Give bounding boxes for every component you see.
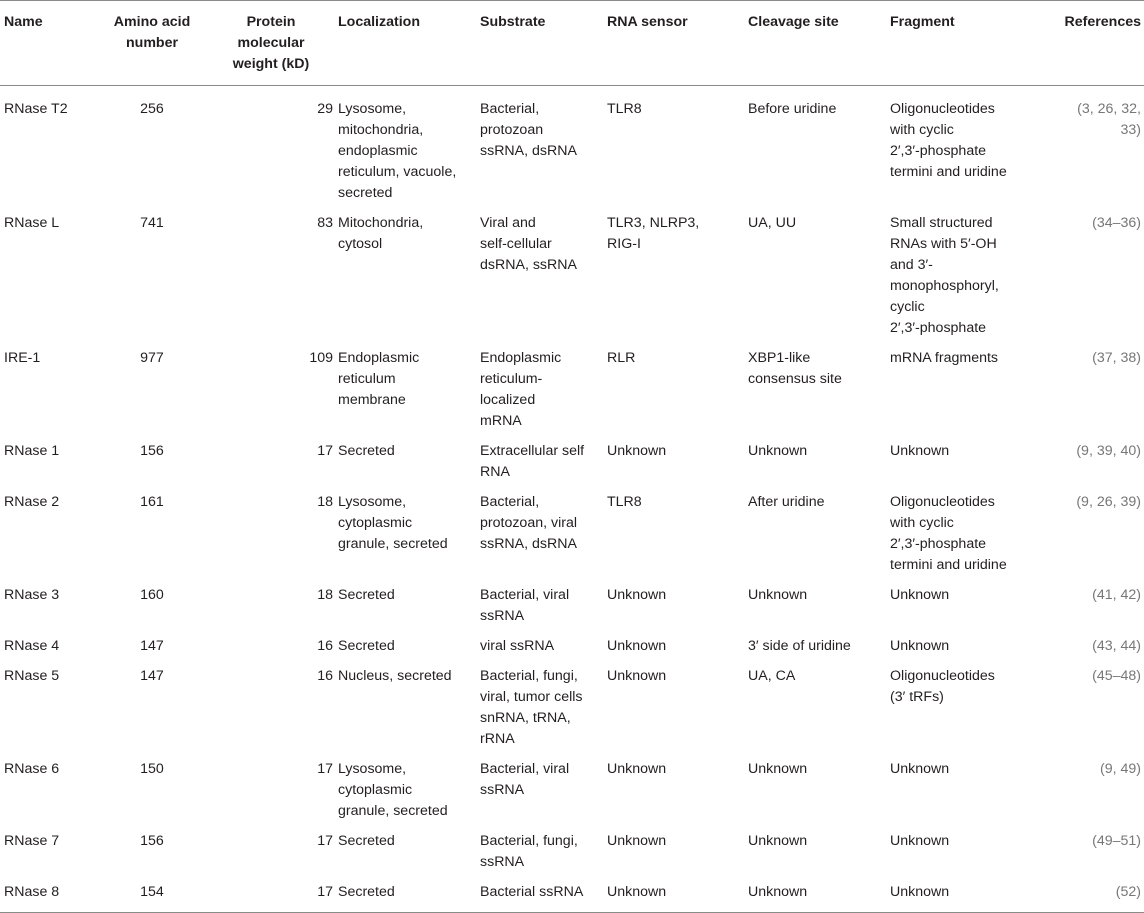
cell-sensor (607, 213, 748, 348)
cell-line: (37, 38) (1092, 350, 1141, 366)
table-row (0, 759, 1144, 831)
cell-line: 977 (140, 350, 164, 366)
cell-amino (100, 759, 204, 831)
cell-line: Unknown (748, 587, 808, 603)
cell-sub (480, 585, 607, 636)
column-header-line: Cleavage site (748, 14, 839, 30)
cell-sub (480, 759, 607, 831)
cell-line: 2′,3′-phosphate (890, 143, 987, 159)
cell-line: Secreted (338, 833, 395, 849)
cell-sensor (607, 666, 748, 759)
cell-loc (338, 86, 480, 214)
cell-amino (100, 492, 204, 585)
cell-line: Viral and (480, 215, 536, 231)
cell-frag (890, 492, 1022, 585)
cell-line: Unknown (890, 833, 950, 849)
column-header-line: weight (kD) (232, 56, 310, 72)
column-header-line: Protein (246, 14, 296, 30)
cell-frag (890, 441, 1022, 492)
cell-cleave (748, 636, 890, 666)
column-header-name (0, 1, 100, 86)
cell-amino (100, 441, 204, 492)
cell-line: termini and uridine (890, 164, 1007, 180)
cell-line: self-cellular (480, 236, 552, 252)
cell-sub (480, 213, 607, 348)
cell-ref (1022, 666, 1144, 759)
cell-line: Lysosome, (338, 101, 407, 117)
cell-line: Bacterial, viral (480, 587, 570, 603)
cell-name (0, 831, 100, 882)
cell-loc (338, 831, 480, 882)
cell-line: Bacterial, (480, 494, 540, 510)
cell-line: Oligonucleotides (890, 101, 995, 117)
cell-line: ssRNA, dsRNA (480, 536, 577, 552)
cell-weight (204, 636, 338, 666)
column-header-line: Name (4, 14, 43, 30)
cell-line: 17 (317, 761, 333, 777)
cell-weight (204, 441, 338, 492)
cell-sub (480, 636, 607, 666)
cell-line: (43, 44) (1092, 638, 1141, 654)
cell-line: RNase 4 (4, 638, 60, 654)
cell-line: Endoplasmic (338, 350, 420, 366)
cell-line: 83 (317, 215, 333, 231)
cell-line: 150 (140, 761, 164, 777)
cell-line: cytosol (338, 236, 383, 252)
cell-line: snRNA, tRNA, (480, 710, 571, 726)
cell-line: 33) (1120, 122, 1141, 138)
cell-weight (204, 86, 338, 214)
table-row (0, 666, 1144, 759)
cell-sensor (607, 86, 748, 214)
cell-ref (1022, 882, 1144, 913)
cell-line: 2′,3′-phosphate (890, 536, 987, 552)
column-header-weight (204, 1, 338, 86)
cell-name (0, 882, 100, 913)
cell-line: Mitochondria, (338, 215, 424, 231)
cell-line: Unknown (890, 638, 950, 654)
column-header-line: Amino acid (113, 14, 191, 30)
cell-sensor (607, 585, 748, 636)
cell-line: protozoan, viral (480, 515, 577, 531)
column-header-cleave (748, 1, 890, 86)
column-header-line: Localization (338, 14, 420, 30)
cell-line: monophosphoryl, (890, 278, 999, 294)
cell-line: viral, tumor cells (480, 689, 583, 705)
cell-sensor (607, 831, 748, 882)
cell-line: (3′ tRFs) (890, 689, 944, 705)
cell-line: Bacterial, fungi, (480, 833, 578, 849)
cell-line: RNase 5 (4, 668, 60, 684)
cell-line: 741 (140, 215, 164, 231)
cell-line: Secreted (338, 443, 395, 459)
cell-ref (1022, 213, 1144, 348)
cell-line: (9, 26, 39) (1076, 494, 1141, 510)
cell-amino (100, 86, 204, 214)
cell-cleave (748, 213, 890, 348)
cell-line: dsRNA, ssRNA (480, 257, 577, 273)
cell-cleave (748, 348, 890, 441)
column-header-line: number (125, 35, 179, 51)
cell-ref (1022, 759, 1144, 831)
cell-frag (890, 636, 1022, 666)
cell-line: Unknown (607, 668, 667, 684)
column-header-line: Fragment (890, 14, 955, 30)
cell-loc (338, 213, 480, 348)
cell-line: Unknown (607, 638, 667, 654)
cell-line: After uridine (748, 494, 825, 510)
cell-line: Before uridine (748, 101, 837, 117)
column-header-line: molecular (237, 35, 305, 51)
cell-line: with cyclic (890, 515, 954, 531)
table-row (0, 585, 1144, 636)
table-row (0, 831, 1144, 882)
cell-line: Unknown (748, 884, 808, 900)
cell-line: Bacterial, (480, 101, 540, 117)
cell-line: Unknown (890, 761, 950, 777)
cell-cleave (748, 585, 890, 636)
cell-line: protozoan (480, 122, 544, 138)
cell-line: cyclic (890, 299, 925, 315)
cell-line: Oligonucleotides (890, 668, 995, 684)
cell-line: XBP1-like (748, 350, 811, 366)
table-row (0, 213, 1144, 348)
cell-frag (890, 348, 1022, 441)
cell-loc (338, 636, 480, 666)
cell-line: Bacterial, fungi, (480, 668, 578, 684)
cell-line: Unknown (890, 587, 950, 603)
cell-line: ssRNA (480, 854, 525, 870)
cell-line: TLR3, NLRP3, (607, 215, 700, 231)
cell-loc (338, 492, 480, 585)
table-row (0, 882, 1144, 913)
cell-line: RIG-I (607, 236, 641, 252)
cell-line: with cyclic (890, 122, 954, 138)
cell-sensor (607, 348, 748, 441)
cell-line: reticulum- (480, 371, 543, 387)
cell-line: 147 (140, 668, 164, 684)
cell-line: 17 (317, 884, 333, 900)
cell-line: 156 (140, 443, 164, 459)
cell-line: UA, CA (748, 668, 796, 684)
cell-line: Bacterial, viral (480, 761, 570, 777)
cell-line: Lysosome, (338, 494, 407, 510)
cell-sensor (607, 636, 748, 666)
cell-line: Unknown (607, 761, 667, 777)
cell-sub (480, 348, 607, 441)
cell-ref (1022, 492, 1144, 585)
cell-cleave (748, 759, 890, 831)
cell-line: ssRNA (480, 608, 525, 624)
cell-sensor (607, 759, 748, 831)
cell-line: Lysosome, (338, 761, 407, 777)
cell-line: 156 (140, 833, 164, 849)
cell-name (0, 441, 100, 492)
cell-line: Unknown (607, 884, 667, 900)
cell-frag (890, 759, 1022, 831)
cell-line: Small structured (890, 215, 993, 231)
cell-amino (100, 636, 204, 666)
table-row (0, 492, 1144, 585)
column-header-line: RNA sensor (607, 14, 688, 30)
cell-amino (100, 585, 204, 636)
cell-weight (204, 666, 338, 759)
table-row (0, 441, 1144, 492)
cell-line: 256 (140, 101, 164, 117)
cell-line: rRNA (480, 731, 515, 747)
cell-sub (480, 882, 607, 913)
cell-line: RNase 2 (4, 494, 60, 510)
cell-weight (204, 348, 338, 441)
cell-name (0, 213, 100, 348)
cell-line: Unknown (607, 587, 667, 603)
cell-weight (204, 585, 338, 636)
cell-line: RNase L (4, 215, 60, 231)
cell-line: (49–51) (1092, 833, 1141, 849)
table-row (0, 86, 1144, 214)
cell-ref (1022, 585, 1144, 636)
cell-line: 16 (317, 638, 333, 654)
cell-frag (890, 882, 1022, 913)
cell-loc (338, 585, 480, 636)
cell-line: RNase 8 (4, 884, 60, 900)
cell-line: consensus site (748, 371, 842, 387)
column-header-amino (100, 1, 204, 86)
cell-line: Secreted (338, 638, 395, 654)
cell-weight (204, 492, 338, 585)
cell-sub (480, 666, 607, 759)
cell-line: Unknown (748, 761, 808, 777)
cell-line: termini and uridine (890, 557, 1007, 573)
cell-sub (480, 492, 607, 585)
cell-name (0, 636, 100, 666)
cell-line: 16 (317, 668, 333, 684)
cell-line: 160 (140, 587, 164, 603)
cell-loc (338, 882, 480, 913)
cell-line: RNase 1 (4, 443, 60, 459)
cell-line: mRNA (480, 413, 522, 429)
cell-line: TLR8 (607, 494, 642, 510)
cell-line: secreted (338, 185, 393, 201)
cell-line: reticulum, vacuole, (338, 164, 457, 180)
cell-cleave (748, 882, 890, 913)
column-header-frag (890, 1, 1022, 86)
column-header-line: References (1064, 14, 1141, 30)
cell-line: RNase 7 (4, 833, 60, 849)
cell-line: cytoplasmic (338, 782, 413, 798)
cell-line: Unknown (607, 443, 667, 459)
cell-sensor (607, 441, 748, 492)
cell-weight (204, 759, 338, 831)
cell-line: RNAs with 5′-OH (890, 236, 997, 252)
cell-line: Oligonucleotides (890, 494, 995, 510)
cell-line: membrane (338, 392, 406, 408)
cell-line: 154 (140, 884, 164, 900)
cell-name (0, 666, 100, 759)
cell-line: 18 (317, 494, 333, 510)
cell-line: RNase 6 (4, 761, 60, 777)
cell-amino (100, 213, 204, 348)
cell-line: (41, 42) (1092, 587, 1141, 603)
cell-line: Extracellular self (480, 443, 585, 459)
table-header-row (0, 1, 1144, 86)
cell-cleave (748, 441, 890, 492)
cell-amino (100, 666, 204, 759)
cell-line: mitochondria, (338, 122, 424, 138)
cell-ref (1022, 348, 1144, 441)
cell-name (0, 348, 100, 441)
cell-sub (480, 86, 607, 214)
cell-line: granule, secreted (338, 803, 448, 819)
cell-line: RNase 3 (4, 587, 60, 603)
cell-weight (204, 831, 338, 882)
cell-line: mRNA fragments (890, 350, 999, 366)
cell-loc (338, 759, 480, 831)
cell-line: endoplasmic (338, 143, 418, 159)
cell-amino (100, 831, 204, 882)
cell-loc (338, 441, 480, 492)
cell-sensor (607, 882, 748, 913)
cell-line: Secreted (338, 884, 395, 900)
table-row (0, 636, 1144, 666)
column-header-loc (338, 1, 480, 86)
cell-ref (1022, 441, 1144, 492)
column-header-sensor (607, 1, 748, 86)
cell-line: 109 (309, 350, 333, 366)
cell-line: (9, 49) (1099, 761, 1141, 777)
cell-name (0, 492, 100, 585)
cell-name (0, 759, 100, 831)
cell-line: 161 (140, 494, 164, 510)
cell-weight (204, 882, 338, 913)
cell-sensor (607, 492, 748, 585)
cell-line: (34–36) (1092, 215, 1141, 231)
cell-line: Unknown (607, 833, 667, 849)
cell-cleave (748, 492, 890, 585)
cell-line: TLR8 (607, 101, 642, 117)
cell-cleave (748, 666, 890, 759)
column-header-line: Substrate (480, 14, 546, 30)
cell-line: RNase T2 (4, 101, 68, 117)
cell-loc (338, 348, 480, 441)
cell-sub (480, 441, 607, 492)
cell-line: Unknown (890, 884, 950, 900)
cell-line: (52) (1115, 884, 1141, 900)
cell-cleave (748, 831, 890, 882)
cell-line: 18 (317, 587, 333, 603)
cell-line: Endoplasmic (480, 350, 562, 366)
cell-line: UA, UU (748, 215, 797, 231)
cell-line: Unknown (890, 443, 950, 459)
cell-line: IRE-1 (4, 350, 41, 366)
cell-line: Nucleus, secreted (338, 668, 452, 684)
cell-weight (204, 213, 338, 348)
cell-cleave (748, 86, 890, 214)
cell-line: RLR (607, 350, 636, 366)
cell-ref (1022, 831, 1144, 882)
cell-line: 147 (140, 638, 164, 654)
cell-line: 17 (317, 443, 333, 459)
cell-loc (338, 666, 480, 759)
cell-line: 17 (317, 833, 333, 849)
cell-line: RNA (480, 464, 510, 480)
cell-line: reticulum (338, 371, 396, 387)
cell-line: (3, 26, 32, (1077, 101, 1141, 117)
table-body (0, 86, 1144, 913)
cell-ref (1022, 86, 1144, 214)
cell-line: 29 (317, 101, 333, 117)
cell-line: (9, 39, 40) (1076, 443, 1141, 459)
cell-name (0, 585, 100, 636)
cell-ref (1022, 636, 1144, 666)
cell-line: ssRNA, dsRNA (480, 143, 577, 159)
cell-amino (100, 882, 204, 913)
cell-line: Unknown (748, 833, 808, 849)
cell-line: ssRNA (480, 782, 525, 798)
cell-line: localized (480, 392, 536, 408)
cell-line: granule, secreted (338, 536, 448, 552)
table-row (0, 348, 1144, 441)
column-header-ref (1022, 1, 1144, 86)
cell-line: Unknown (748, 443, 808, 459)
cell-line: 2′,3′-phosphate (890, 320, 987, 336)
cell-frag (890, 213, 1022, 348)
cell-sub (480, 831, 607, 882)
column-header-sub (480, 1, 607, 86)
cell-line: and 3′- (890, 257, 933, 273)
cell-line: cytoplasmic (338, 515, 413, 531)
cell-line: (45–48) (1092, 668, 1141, 684)
cell-frag (890, 831, 1022, 882)
cell-line: Bacterial ssRNA (480, 884, 584, 900)
cell-line: 3′ side of uridine (748, 638, 851, 654)
cell-frag (890, 666, 1022, 759)
cell-frag (890, 585, 1022, 636)
cell-name (0, 86, 100, 214)
cell-amino (100, 348, 204, 441)
cell-line: Secreted (338, 587, 395, 603)
cell-frag (890, 86, 1022, 214)
cell-line: viral ssRNA (480, 638, 555, 654)
